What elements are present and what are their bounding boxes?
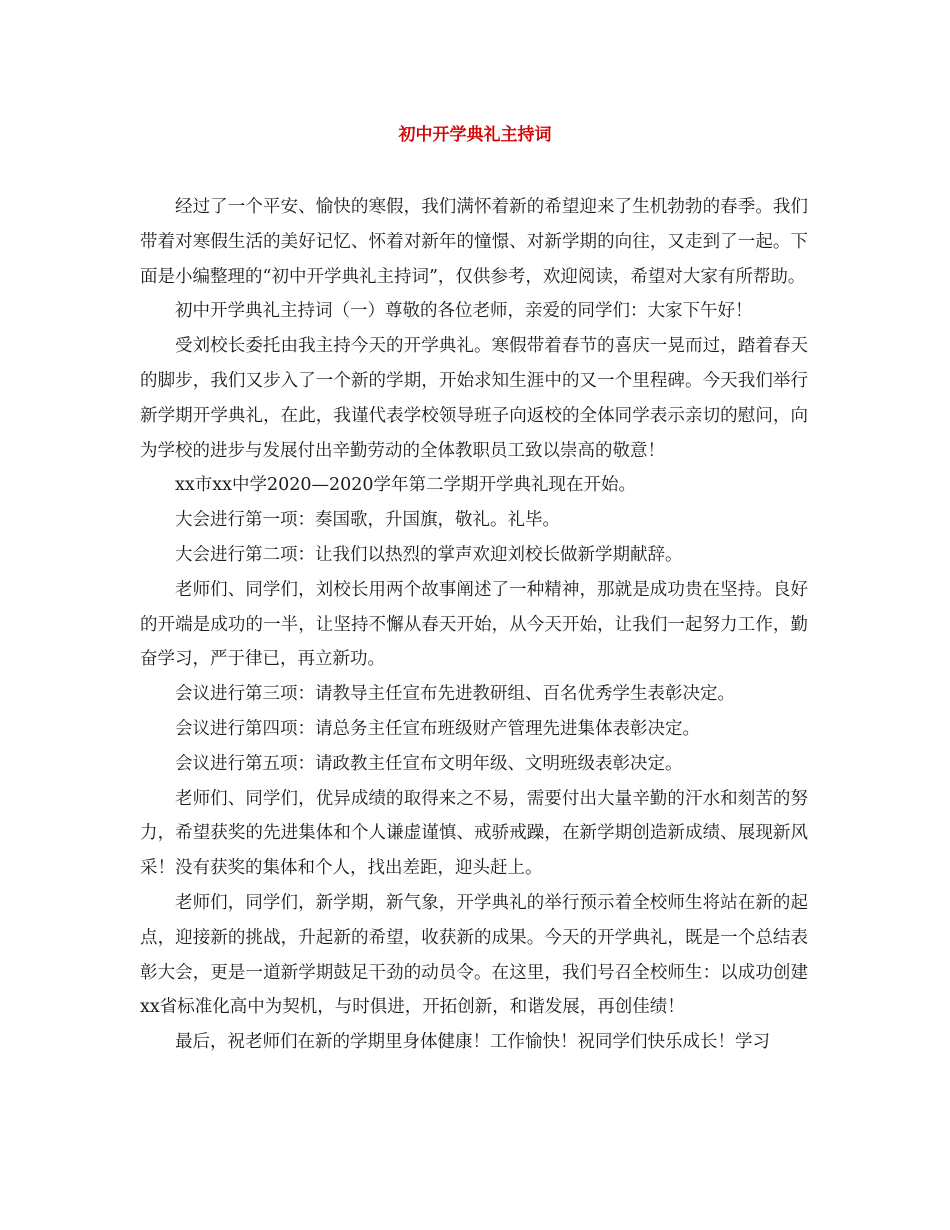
paragraph-item-five: 会议进行第五项：请政教主任宣布文明年级、文明班级表彰决定。 <box>175 753 683 774</box>
paragraph-item-four: 会议进行第四项：请总务主任宣布班级财产管理先进集体表彰决定。 <box>175 718 700 739</box>
paragraph-new-semester: 老师们，同学们，新学期，新气象，开学典礼的举行预示着全校师生将站在新的起点，迎接新的挑战，升起新的希望，收获新的成果。今天的开学典礼，既是一个总结表彰大会，更是一道新学期鼓足干劲的动员令。在这里，我们号召全校师生：以成功创建xx省标准化高中为契机，与时俱进，开拓创新，和谐发展，再创佳绩！ <box>140 892 808 1018</box>
document-title: 初中开学典礼主持词 <box>398 125 552 145</box>
paragraph-award-remarks: 老师们、同学们，优异成绩的取得来之不易，需要付出大量辛勤的汗水和刻苦的努力，希望获奖的先进集体和个人谦虚谨慎、戒骄戒躁，在新学期创造新成绩、展现新风采！没有获奖的集体和个人，找出差距，迎头赶上。 <box>140 788 808 879</box>
paragraph-principal-summary: 老师们、同学们，刘校长用两个故事阐述了一种精神，那就是成功贵在坚持。良好的开端是成功的一半，让坚持不懈从春天开始，从今天开始，让我们一起努力工作，勤奋学习，严于律已，再立新功。 <box>140 579 808 670</box>
paragraph-opening: 受刘校长委托由我主持今天的开学典礼。寒假带着春节的喜庆一晃而过，踏着春天的脚步，我们又步入了一个新的学期，开始求知生涯中的又一个里程碑。今天我们举行新学期开学典礼，在此，我谨代表学校领导班子向返校的全体同学表示亲切的慰问，向为学校的进步与发展付出辛勤劳动的全体教职员工致以崇高的敬意！ <box>140 336 808 461</box>
paragraph-item-one: 大会进行第一项：奏国歌，升国旗，敬礼。礼毕。 <box>175 510 560 531</box>
document-body <box>140 190 808 1060</box>
paragraph-greeting: 初中开学典礼主持词（一）尊敬的各位老师，亲爱的同学们：大家下午好！ <box>175 301 753 322</box>
paragraph-item-two: 大会进行第二项：让我们以热烈的掌声欢迎刘校长做新学期献辞。 <box>175 544 683 565</box>
paragraph-start-announcement: xx市xx中学2020—2020学年第二学期开学典礼现在开始。 <box>175 475 637 496</box>
paragraph-intro: 经过了一个平安、愉快的寒假，我们满怀着新的希望迎来了生机勃勃的春季。我们带着对寒假生活的美好记忆、怀着对新年的憧憬、对新学期的向往，又走到了一起。下面是小编整理的“初中开学典礼主持词”，仅供参考，欢迎阅读，希望对大家有所帮助。 <box>140 197 808 287</box>
paragraph-item-three: 会议进行第三项：请教导主任宣布先进教研组、百名优秀学生表彰决定。 <box>175 684 735 705</box>
paragraph-closing: 最后，祝老师们在新的学期里身体健康！工作愉快！祝同学们快乐成长！学习 <box>175 1032 770 1053</box>
